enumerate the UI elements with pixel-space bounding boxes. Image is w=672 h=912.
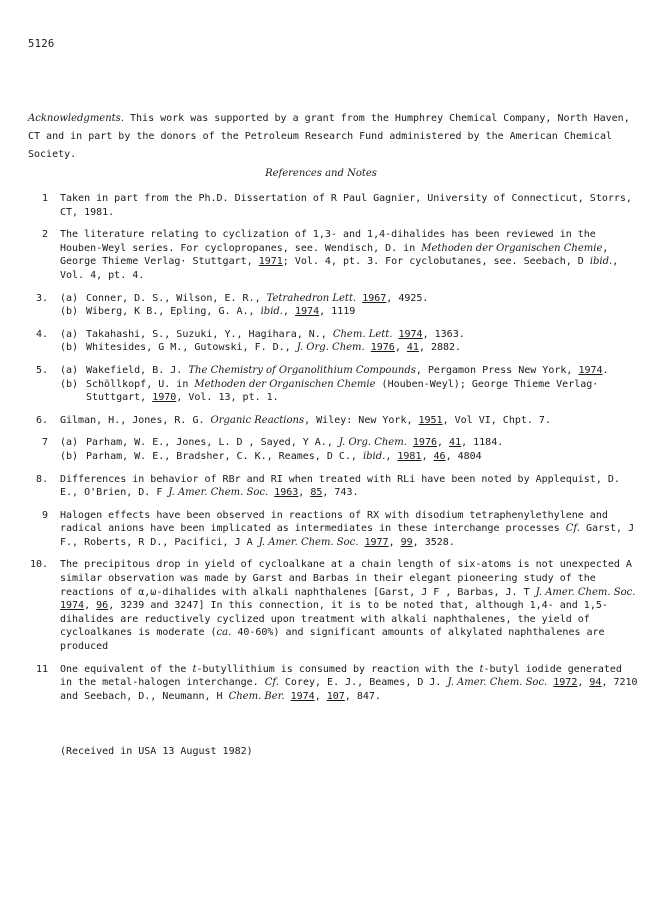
reference-text	[60, 414, 640, 428]
underlined-text: 85	[310, 487, 323, 499]
italic-text: J. Org. Chem.	[296, 342, 365, 354]
reference-text	[60, 192, 640, 219]
underlined-text: 1971	[258, 256, 283, 268]
italic-text: J. Amer. Chem. Soc.	[447, 677, 548, 689]
reference-item	[28, 558, 640, 653]
reference-subitem	[60, 292, 640, 306]
underlined-text: 1981	[397, 450, 422, 462]
text-run: Parham, W. E., Jones, L. D , Sayed, Y A.,	[86, 437, 339, 449]
subitem-label: (b)	[60, 450, 79, 462]
reference-item	[28, 364, 640, 405]
text-run: ,	[385, 450, 398, 462]
acknowledgments-paragraph	[28, 110, 640, 164]
text-run: , 4804	[445, 450, 482, 462]
underlined-text: 96	[96, 600, 109, 612]
text-run: -butyl iodide generated in the metal-halogen interchange.	[60, 663, 622, 689]
text-run: ,	[421, 450, 434, 462]
references-heading: References and Notes	[265, 168, 377, 179]
underlined-text: 1977	[364, 536, 389, 548]
text-run: Differences in behavior of RBr and RI when treated with RLi have been noted by Applequist, D. E., O'Brien, D. F	[60, 473, 620, 499]
underlined-text: 1970	[152, 392, 177, 404]
italic-text: Methoden der Organischen Chemie	[194, 378, 376, 390]
text-run: Halogen effects have been observed in reactions of RX with disodium tetraphenylethylene and radical anions have been implicated as intermediates in these interchange processes	[60, 509, 608, 535]
reference-item	[28, 192, 640, 219]
subitem-label: (b)	[60, 342, 79, 354]
underlined-text: 1974	[60, 600, 85, 612]
italic-text: t	[192, 663, 197, 675]
reference-subitem	[60, 341, 640, 355]
underlined-text: 1951	[418, 414, 443, 426]
references-list	[28, 192, 640, 712]
text-run: ,	[437, 437, 450, 449]
reference-number: 5.	[35, 364, 48, 376]
text-run: , Vol VI, Chpt. 7.	[442, 414, 551, 426]
italic-text: J. Amer. Chem. Soc.	[535, 586, 636, 598]
subitem-text	[86, 292, 640, 306]
reference-text	[60, 509, 640, 550]
underlined-text: 107	[326, 690, 345, 702]
subitem-text	[86, 328, 640, 342]
text-run: , 847.	[344, 690, 381, 702]
reference-text	[60, 663, 640, 704]
text-run: Corey, E. J., Beames, D J.	[278, 677, 448, 689]
italic-text: ibid.	[260, 306, 283, 318]
italic-text: Methoden der Organischen Chemie	[421, 242, 603, 254]
subitem-text	[86, 305, 640, 319]
underlined-text: 1963	[274, 487, 299, 499]
reference-item	[28, 663, 640, 704]
reference-text	[60, 436, 640, 463]
italic-text: ibid.	[589, 256, 613, 268]
text-run: The precipitous drop in yield of cycloalkane at a chain length of six-atoms is not unexpected A similar observation was made by Garst and Barbas in their elegant pioneering study of the reactions of α,ω-dihalides with alkali naphthalenes [Garst, J F , Barbas, J. T	[60, 559, 632, 598]
text-run: , Vol. 4, pt. 4.	[60, 256, 619, 281]
reference-number: 9	[41, 509, 48, 521]
reference-number: 10.	[29, 559, 48, 571]
italic-text: J. Amer. Chem. Soc.	[168, 487, 269, 499]
underlined-text: 1972	[553, 677, 578, 689]
text-run: ,	[388, 536, 401, 548]
text-run: Whitesides, G M., Gutowski, F. D.,	[86, 342, 297, 354]
reference-subitem	[60, 450, 640, 464]
italic-text: Cf.	[565, 523, 580, 535]
underlined-text: 1974	[295, 306, 320, 318]
text-run: , 2882.	[418, 342, 462, 354]
underlined-text: 99	[400, 536, 413, 548]
italic-text: Chem. Ber.	[228, 690, 285, 702]
text-run: Wakefield, B. J.	[86, 364, 189, 376]
reference-item	[28, 509, 640, 550]
subitem-label: (a)	[60, 328, 79, 340]
underlined-text: 41	[406, 342, 419, 354]
reference-subitem	[60, 436, 640, 450]
subitem-text	[86, 341, 640, 355]
underlined-text: 46	[433, 450, 446, 462]
reference-text	[60, 364, 640, 405]
text-run: ,	[283, 306, 296, 318]
subitem-text	[86, 436, 640, 450]
text-run: , 1363.	[422, 328, 465, 340]
text-run: .	[602, 364, 609, 376]
italic-text: Tetrahedron Lett.	[266, 292, 357, 304]
reference-item	[28, 436, 640, 463]
text-run: Parham, W. E., Bradsher, C. K., Reames, D C.,	[86, 450, 363, 462]
text-run: , 4925.	[386, 292, 429, 304]
subitem-label: (b)	[60, 378, 79, 390]
text-run: , Vol. 13, pt. 1.	[176, 392, 279, 404]
underlined-text: 94	[589, 677, 602, 689]
text-run: Schöllkopf, U. in	[86, 378, 195, 390]
reference-subitem	[60, 378, 640, 405]
subitem-text	[86, 450, 640, 464]
reference-item	[28, 414, 640, 428]
text-run: Taken in part from the Ph.D. Dissertation of R Paul Gagnier, University of Connecticut, Storrs, CT, 1981.	[60, 193, 632, 218]
received-date: (Received in USA 13 August 1982)	[60, 746, 253, 757]
text-run: One equivalent of the	[60, 663, 193, 675]
underlined-text: 1974	[578, 364, 603, 376]
italic-text: Chem. Lett.	[332, 328, 393, 340]
reference-number: 6.	[35, 414, 48, 426]
text-run: , 1119	[319, 306, 356, 318]
acknowledgments-text: This work was supported by a grant from the Humphrey Chemical Company, North Haven, CT and in part by the donors of the Petroleum Research Fund administered by the American Chemical Society.	[28, 113, 630, 160]
underlined-text: 1976	[412, 437, 437, 449]
reference-subitem	[60, 328, 640, 342]
underlined-text: 1974	[290, 690, 315, 702]
reference-text	[60, 228, 640, 282]
text-run: , 3528.	[412, 536, 455, 548]
underlined-text: 41	[449, 437, 462, 449]
text-run: -butyllithium is consumed by reaction with the	[196, 663, 480, 675]
reference-text	[60, 292, 640, 319]
text-run: , 3239 and 3247] In this connection, it is to be noted that, although 1,4- and 1,5-dihalides are reductively cyclized upon treatment with alkali naphthalenes, the yield of cycloalkanes is moderate (	[60, 600, 608, 639]
reference-text	[60, 558, 640, 653]
acknowledgments-label: Acknowledgments.	[28, 113, 124, 124]
underlined-text: 1976	[370, 342, 395, 354]
subitem-label: (a)	[60, 292, 79, 304]
reference-subitem	[60, 364, 640, 378]
reference-number: 3.	[35, 292, 48, 304]
italic-text: J. Org. Chem.	[338, 437, 407, 449]
subitem-label: (a)	[60, 437, 79, 449]
reference-item	[28, 473, 640, 500]
underlined-text: 1974	[398, 328, 423, 340]
text-run: The literature relating to cyclization of 1,3- and 1,4-dihalides has been reviewed in the Houben-Weyl series. For cyclopropanes, see. Wendisch, D. in	[60, 229, 596, 254]
reference-item	[28, 328, 640, 355]
reference-subitem	[60, 305, 640, 319]
reference-number: 2	[41, 229, 48, 241]
reference-item	[28, 228, 640, 282]
subitem-text	[86, 378, 640, 405]
text-run: Takahashi, S., Suzuki, Y., Hagihara, N.,	[86, 328, 333, 340]
text-run: Wiberg, K B., Epling, G. A.,	[86, 306, 261, 318]
text-run: , George Thieme Verlag· Stuttgart,	[60, 242, 609, 268]
italic-text: Organic Reactions	[210, 414, 305, 426]
text-run: Garst, J F., Roberts, R D., Pacifici, J A	[60, 523, 635, 548]
reference-number: 1	[41, 193, 48, 204]
text-run: 40-60%) and significant amounts of alkylated naphthalenes are produced	[60, 627, 605, 653]
reference-text	[60, 328, 640, 355]
text-run: ,	[84, 600, 97, 612]
reference-number: 11	[35, 663, 48, 675]
italic-text: Cf.	[264, 677, 279, 689]
page-number: 5126	[28, 38, 55, 50]
text-run: ,	[298, 487, 311, 499]
text-run: ; Vol. 4, pt. 3. For cyclobutanes, see. Seebach, D	[282, 256, 590, 268]
text-run: , 743.	[322, 487, 359, 499]
subitem-label: (a)	[60, 364, 79, 376]
reference-item	[28, 292, 640, 319]
reference-number: 4.	[35, 328, 48, 340]
text-run: ,	[394, 342, 407, 354]
reference-number: 8.	[35, 473, 48, 485]
text-run: , Pergamon Press New York,	[415, 364, 579, 376]
text-run: (Houben-Weyl); George Thieme Verlag· Stuttgart,	[86, 378, 599, 404]
reference-text	[60, 473, 640, 500]
subitem-label: (b)	[60, 306, 79, 318]
text-run: Gilman, H., Jones, R. G.	[60, 414, 211, 426]
text-run: , 1184.	[461, 437, 504, 449]
text-run: Conner, D. S., Wilson, E. R.,	[86, 292, 267, 304]
subitem-text	[86, 364, 640, 378]
italic-text: ca.	[216, 627, 232, 639]
italic-text: t	[479, 663, 484, 675]
underlined-text: 1967	[362, 292, 387, 304]
italic-text: The Chemistry of Organolithium Compounds	[188, 364, 416, 376]
text-run: , 7210 and Seebach, D., Neumann, H	[60, 677, 638, 702]
italic-text: J. Amer. Chem. Soc.	[258, 536, 359, 548]
text-run: , Wiley: New York,	[304, 414, 419, 426]
text-run: ,	[577, 677, 590, 689]
italic-text: ibid.	[362, 450, 386, 462]
text-run: ,	[314, 690, 327, 702]
reference-number: 7	[41, 437, 48, 449]
